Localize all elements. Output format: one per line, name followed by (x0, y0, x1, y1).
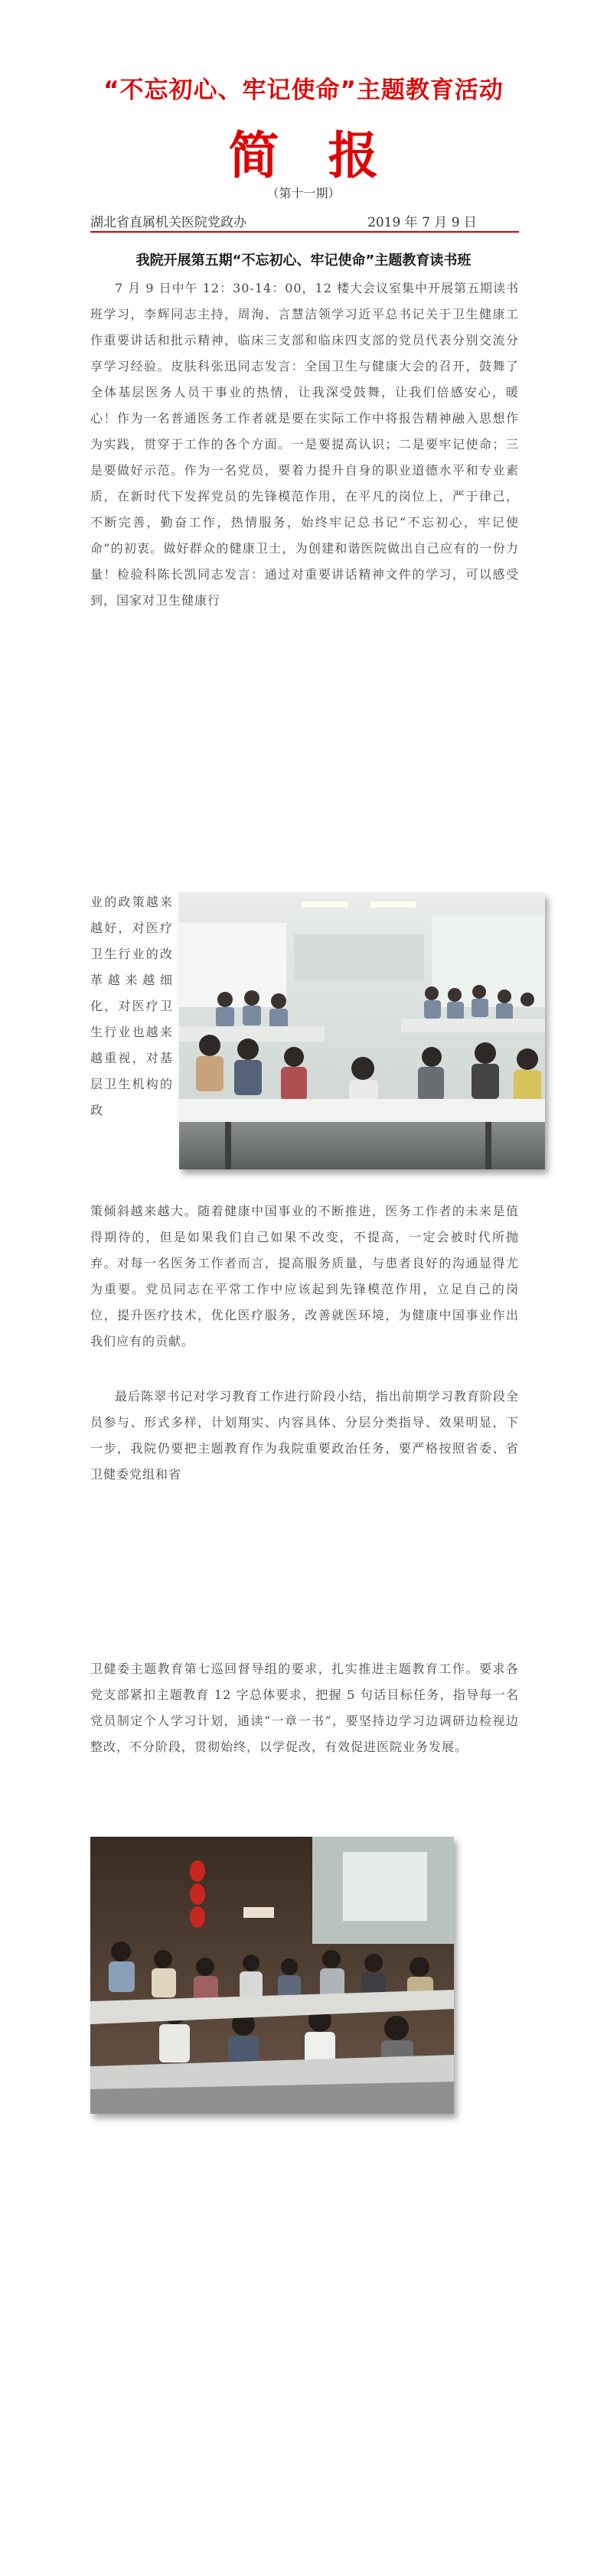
header-rule (90, 231, 519, 233)
issuing-organization: 湖北省直属机关医院党政办 (90, 215, 246, 230)
meeting-photo-2 (90, 1837, 454, 2114)
article-paragraph-1-continued: 策倾斜越来越大。随着健康中国事业的不断推进，医务工作者的未来是值得期待的，但是如果我们自己如果不改变，不提高，一定会被时代所抛弃。对每一名医务工作者而言，提高服务质量，与患者良好的沟通显得尤为重要。党员同志在平常工作中应该起到先锋模范作用，立足自己的岗位，提升医疗技术，优化医疗服务，改善就医环境，为健康中国事业作出我们应有的贡献。 (90, 1204, 519, 1348)
campaign-title: “不忘初心、牢记使命”主题教育活动 (103, 77, 504, 104)
article-paragraph-1: 7 月 9 日中午 12：30-14：00，12 楼大会议室集中开展第五期读书班学习，李辉同志主持，周洵、言慧洁领学习近平总书记关于卫生健康工作重要讲话和批示精神，临床三支部和临床四支部的党员代表分别交流分享学习经验。皮肤科张迅同志发言：全国卫生与健康大会的召开，鼓舞了全体基层医务人员干事业的热情，让我深受鼓舞，让我们倍感安心，暖心！作为一名普通医务工作者就是要在实际工作中将报告精神融入思想作为实践，贯穿于工作的各个方面。一是要提高认识；二是要牢记使命；三是要做好示范。作为一名党员，要着力提升自身的职业道德水平和专业素质，在新时代下发挥党员的先锋模范作用，在平凡的岗位上，严于律己，不断完善，勤奋工作，热情服务，始终牢记总书记“不忘初心，牢记使命”的初衷。做好群众的健康卫士，为创建和谐医院做出自己应有的一份力量！检验科陈长凯同志发言：通过对重要讲话精神文件的学习，可以感受到，国家对卫生健康行 (90, 281, 519, 608)
article-wrap-text: 业的政策越来越好，对医疗卫生行业的改革越来越细化，对医疗卫生行业也越来越重视，对基层卫生机构的政 (90, 895, 173, 1117)
issue-date: 2019 年 7 月 9 日 (367, 215, 477, 230)
bulletin-title: 简报 (228, 126, 428, 185)
article-paragraph-2: 最后陈翠书记对学习教育工作进行阶段小结，指出前期学习教育阶段全员参与、形式多样，计划翔实、内容具体、分层分类指导、效果明显，下一步，我院仍要把主题教育作为我院重要政治任务，要严格按照省委、省卫健委党组和省 (90, 1389, 519, 1482)
issue-number: （第十一期） (266, 186, 341, 201)
meeting-photo-1 (179, 892, 545, 1169)
article-title: 我院开展第五期“不忘初心、牢记使命”主题教育读书班 (135, 253, 472, 269)
article-paragraph-2-continued: 卫健委主题教育第七巡回督导组的要求，扎实推进主题教育工作。要求各党支部紧扣主题教育 12 字总体要求，把握 5 句话目标任务，指导每一名党员制定个人学习计划，通读“一章一书”，要坚持边学习边调研边检视边整改，不分阶段，贯彻始终，以学促改，有效促进医院业务发展。 (90, 1661, 519, 1754)
